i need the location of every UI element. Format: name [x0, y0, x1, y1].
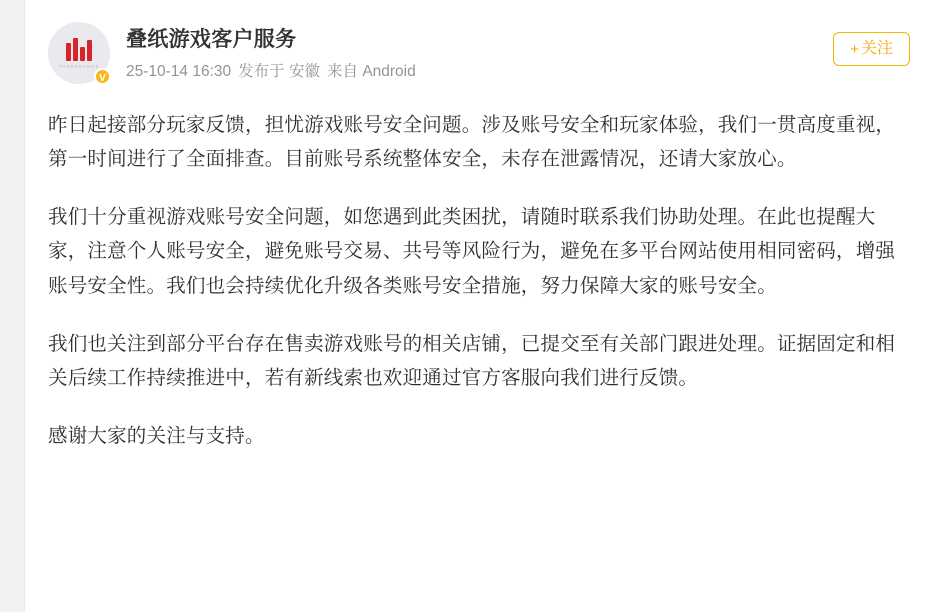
follow-button[interactable]	[833, 32, 910, 66]
publish-prefix: 发布于	[238, 63, 285, 81]
author-meta	[126, 22, 914, 83]
post-paragraph: 我们十分重视游戏账号安全问题，如您遇到此类困扰，请随时联系我们协助处理。在此也提醒大家，注意个人账号安全，避免账号交易、共号等风险行为，避免在多平台网站使用相同密码，增强账号安全性。我们也会持续优化升级各类账号安全措施，努力保障大家的账号安全。	[48, 206, 896, 297]
post-header	[48, 22, 914, 88]
follow-button-label: 关注	[860, 40, 893, 57]
post-content	[24, 0, 942, 612]
avatar-caption: PAPERGAMES	[58, 63, 100, 70]
post-location[interactable]: 安徽	[288, 63, 320, 81]
left-gutter	[0, 0, 25, 612]
post-source[interactable]: Android	[362, 63, 416, 81]
post-paragraph: 昨日起接部分玩家反馈，担忧游戏账号安全问题。涉及账号安全和玩家体验，我们一贯高度重视，第一时间进行了全面排查。目前账号系统整体安全，未存在泄露情况，还请大家放心。	[48, 114, 896, 171]
post-paragraph: 感谢大家的关注与支持。	[48, 424, 265, 447]
verified-badge-icon: V	[94, 68, 111, 85]
source-prefix: 来自	[326, 63, 358, 81]
plus-icon: +	[850, 40, 859, 58]
avatar[interactable]	[48, 22, 110, 84]
post-body	[48, 108, 914, 453]
author-name[interactable]: 叠纸游戏客户服务	[126, 28, 297, 51]
post-timestamp: 25-10-14 16:30	[126, 63, 232, 81]
logo-bars-icon	[66, 37, 92, 61]
post-meta-line	[126, 62, 914, 83]
post-paragraph: 我们也关注到部分平台存在售卖游戏账号的相关店铺，已提交至有关部门跟进处理。证据固定和相关后续工作持续推进中，若有新线索也欢迎通过官方客服向我们进行反馈。	[48, 332, 896, 389]
